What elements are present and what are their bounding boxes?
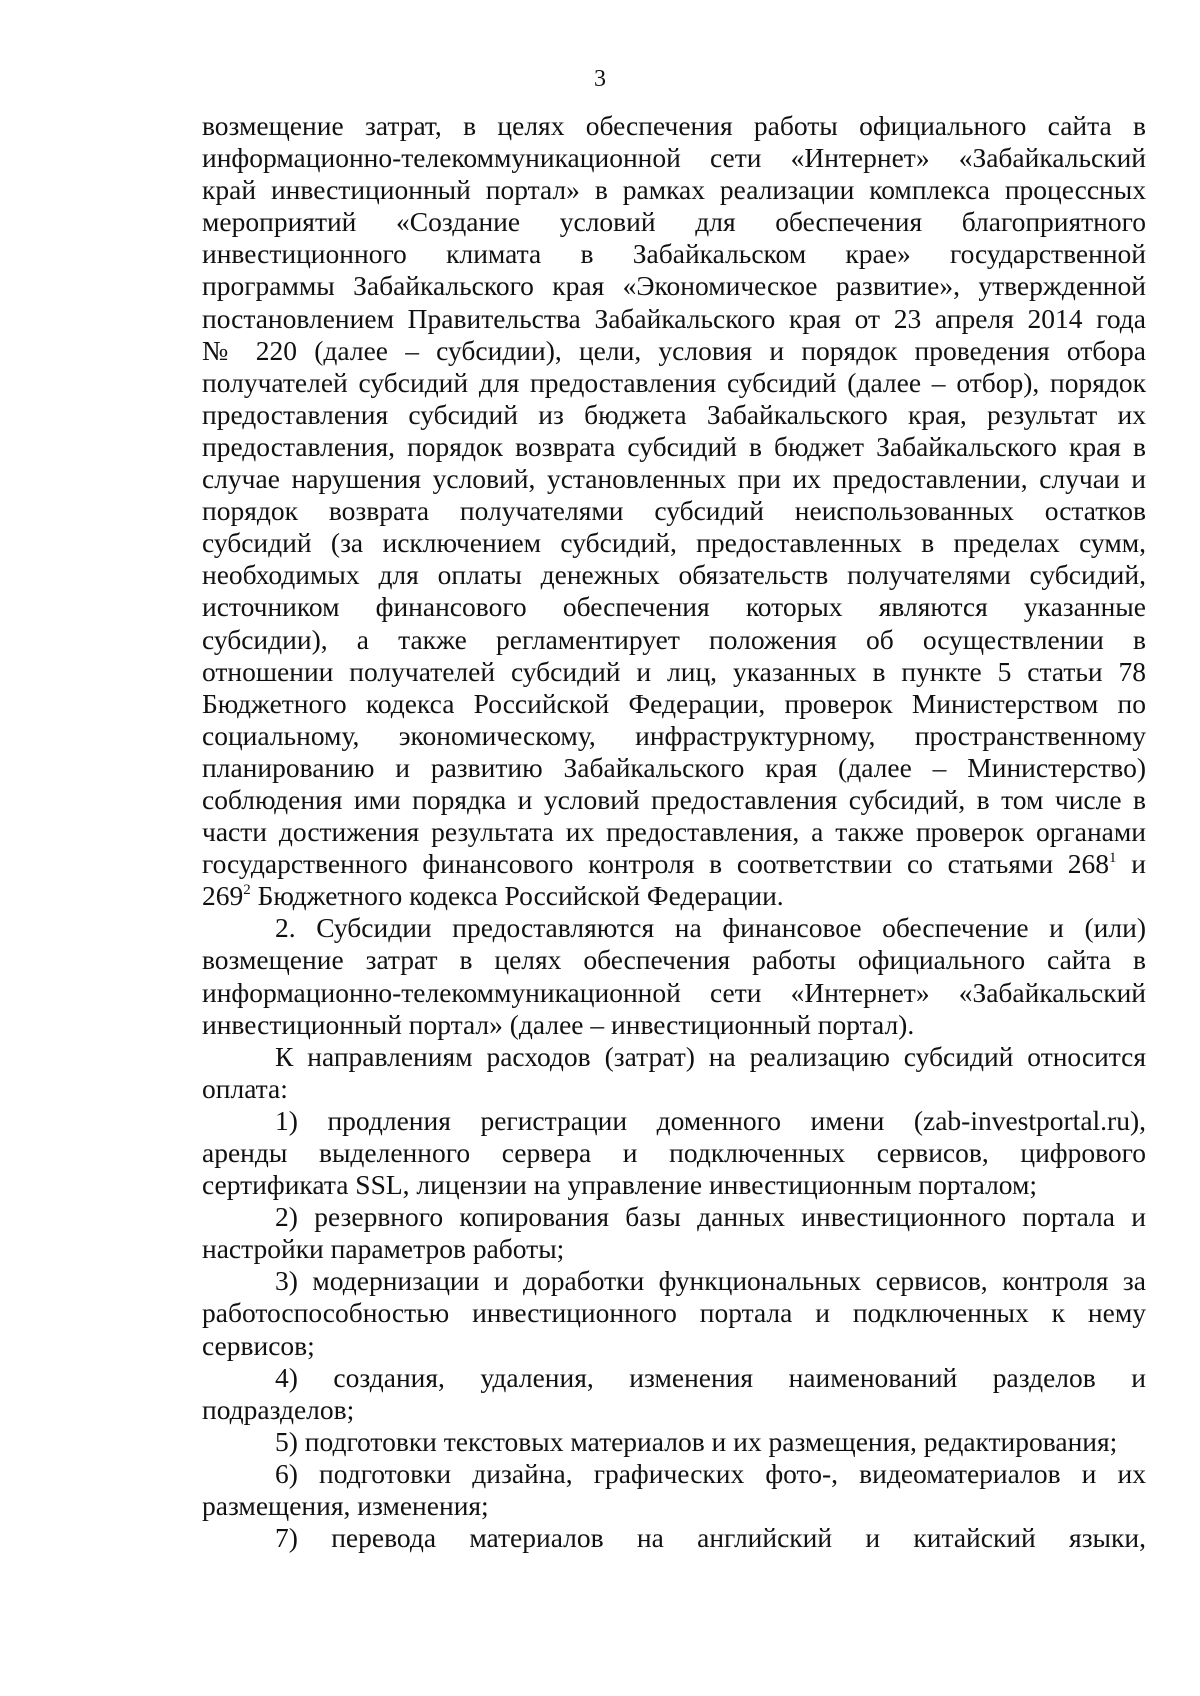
text-line [202, 1041, 1146, 1073]
line-text: 4) создания, удаления, изменения наименований разделов и [275, 1361, 1146, 1393]
text-line [202, 1297, 1146, 1329]
line-text: инвестиционный портал» (далее – инвестиционный портал). [202, 1008, 915, 1040]
line-text: 3) модернизации и доработки функциональных сервисов, контроля за [275, 1265, 1146, 1297]
text-line [202, 977, 1146, 1009]
line-text: соблюдения ими порядка и условий предоставления субсидий, в том числе в [202, 783, 1146, 815]
text-line [202, 1169, 1146, 1201]
text-line [202, 206, 1146, 238]
line-text: размещения, изменения; [202, 1490, 489, 1522]
text-line [202, 1394, 1146, 1426]
text-line [202, 1233, 1146, 1265]
line-text: информационно-телекоммуникационной сети «Интернет» «Забайкальский [202, 976, 1146, 1008]
line-text: предоставления субсидий из бюджета Забайкальского края, результат их [202, 398, 1146, 430]
text-line [202, 495, 1146, 527]
line-text: государственного финансового контроля в соответствии со статьями 268 [202, 848, 1110, 880]
text-line [202, 1105, 1146, 1137]
text-line [202, 142, 1146, 174]
line-text: настройки параметров работы; [202, 1233, 565, 1265]
text-line [202, 1522, 1146, 1554]
text-line [202, 1073, 1146, 1105]
line-text: 1) продления регистрации доменного имени (zab-investportal.ru), [275, 1104, 1146, 1136]
line-text: мероприятий «Создание условий для обеспечения благоприятного [202, 206, 1146, 238]
line-text: подразделов; [202, 1393, 355, 1425]
text-line [202, 880, 1146, 912]
line-text: источником финансового обеспечения которых являются указанные [202, 591, 1146, 623]
text-line [202, 270, 1146, 302]
text-line [202, 752, 1146, 784]
text-line [202, 848, 1146, 880]
text-line [202, 944, 1146, 976]
line-text: сертификата SSL, лицензии на управление инвестиционным порталом; [202, 1169, 1038, 1201]
line-text: Бюджетного кодекса Российской Федерации, проверок Министерством по [202, 687, 1146, 719]
text-line [202, 1201, 1146, 1233]
line-text: работоспособностью инвестиционного портала и подключенных к нему [202, 1297, 1146, 1329]
text-line [202, 527, 1146, 559]
text-line [202, 1137, 1146, 1169]
line-text: части достижения результата их предоставления, а также проверок органами [202, 816, 1146, 848]
line-text: оплата: [202, 1072, 288, 1104]
line-text: возмещение затрат в целях обеспечения работы официального сайта в [202, 944, 1146, 976]
line-text: социальному, экономическому, инфраструктурному, пространственному [202, 719, 1146, 751]
text-line [202, 624, 1146, 656]
line-text: предоставления, порядок возврата субсидий в бюджет Забайкальского края в [202, 430, 1146, 462]
text-line [202, 1426, 1146, 1458]
line-text: 269 [202, 880, 244, 912]
line-text: информационно-телекоммуникационной сети «Интернет» «Забайкальский [202, 142, 1146, 174]
line-text: постановлением Правительства Забайкальского края от 23 апреля 2014 года [202, 302, 1146, 334]
text-line [202, 720, 1146, 752]
line-text: необходимых для оплаты денежных обязательств получателями субсидий, [202, 559, 1146, 591]
text-line [202, 431, 1146, 463]
line-text: программы Забайкальского края «Экономическое развитие», утвержденной [202, 270, 1146, 302]
text-line [202, 1490, 1146, 1522]
text-line [202, 1330, 1146, 1362]
text-line [202, 303, 1146, 335]
text-line [202, 688, 1146, 720]
line-text: отношении получателей субсидий и лиц, указанных в пункте 5 статьи 78 [202, 655, 1146, 687]
line-text: планированию и развитию Забайкальского края (далее – Министерство) [202, 751, 1146, 783]
text-line [202, 110, 1146, 142]
text-line [202, 656, 1146, 688]
text-line [202, 1362, 1146, 1394]
footnote-superscript: 2 [243, 882, 251, 899]
line-text: край инвестиционный портал» в рамках реализации комплекса процессных [202, 174, 1146, 206]
footnote-superscript: 1 [1109, 850, 1117, 867]
line-text: сервисов; [202, 1329, 315, 1361]
line-text: 5) подготовки текстовых материалов и их размещения, редактирования; [275, 1425, 1118, 1457]
line-text: 6) подготовки дизайна, графических фото-, видеоматериалов и их [275, 1457, 1146, 1489]
text-line [202, 399, 1146, 431]
line-text: субсидии), а также регламентирует положения об осуществлении в [202, 623, 1146, 655]
document-body [202, 110, 1146, 1554]
line-text: 2. Субсидии предоставляются на финансовое обеспечение и (или) [275, 912, 1146, 944]
line-text: возмещение затрат, в целях обеспечения работы официального сайта в [202, 110, 1146, 141]
line-text: 7) перевода материалов на английский и китайский языки, [275, 1522, 1146, 1554]
text-line [202, 591, 1146, 623]
text-line [202, 559, 1146, 591]
text-line [202, 816, 1146, 848]
line-text-continuation: Бюджетного кодекса Российской Федерации. [250, 880, 784, 912]
line-text: № 220 (далее – субсидии), цели, условия и порядок проведения отбора [202, 334, 1146, 366]
line-text-continuation: и [1116, 848, 1146, 880]
line-text: инвестиционного климата в Забайкальском крае» государственной [202, 238, 1146, 270]
text-line [202, 1265, 1146, 1297]
text-line [202, 335, 1146, 367]
text-line [202, 912, 1146, 944]
page-number: 3 [594, 66, 606, 92]
line-text: К направлениям расходов (затрат) на реализацию субсидий относится [275, 1040, 1146, 1072]
line-text: случае нарушения условий, установленных при их предоставлении, случаи и [202, 463, 1146, 495]
line-text: получателей субсидий для предоставления субсидий (далее – отбор), порядок [202, 366, 1146, 398]
text-line [202, 238, 1146, 270]
text-line [202, 367, 1146, 399]
line-text: субсидий (за исключением субсидий, предоставленных в пределах сумм, [202, 527, 1146, 559]
text-line [202, 1009, 1146, 1041]
line-text: 2) резервного копирования базы данных инвестиционного портала и [275, 1201, 1146, 1233]
text-line [202, 463, 1146, 495]
text-line [202, 784, 1146, 816]
line-text: порядок возврата получателями субсидий неиспользованных остатков [202, 495, 1146, 527]
line-text: аренды выделенного сервера и подключенных сервисов, цифрового [202, 1137, 1146, 1168]
text-line [202, 174, 1146, 206]
text-line [202, 1458, 1146, 1490]
